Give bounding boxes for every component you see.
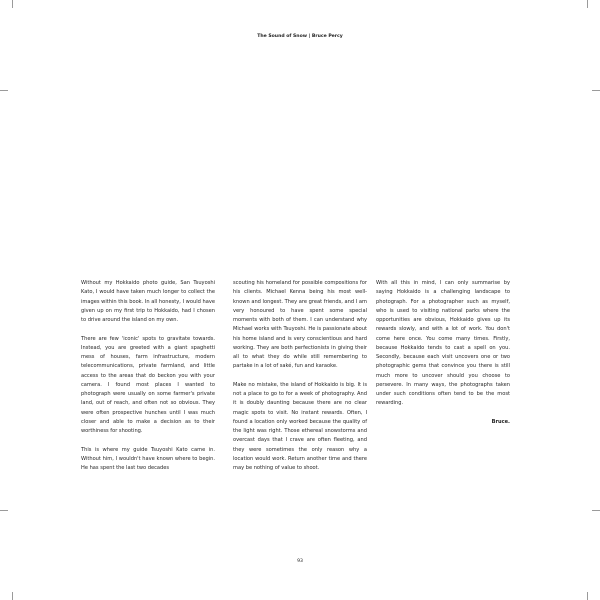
- text-column-2: [233, 279, 367, 483]
- paragraph: With all this in mind, I can only summarise by saying Hokkaido is a challenging landscape to photograph. For a photographer such as myself, who is used to visiting national parks where the opportunities are obvious, Hokkaido gives up its rewards slowly, and with a lot of work. You don't come here once. You come many times. Firstly, because Hokkaido tends to cast a spell on you. Secondly, because each visit uncovers one or two photographic gems that convince you there is still much more to uncover should you choose to persevere. In many ways, the photographs taken under such conditions often tend to be the most rewarding.: [376, 280, 510, 407]
- crop-mark: [0, 90, 8, 91]
- author-signature: Bruce.: [491, 418, 510, 425]
- text-column-3: [376, 279, 510, 427]
- paragraph: There are few 'iconic' spots to gravitate towards. Instead, you are greeted with a giant spaghetti mess of houses, farm infrastructure, modern telecommunications, private farmland, and little access to the areas that do beckon you with your camera. I found most places I wanted to photograph were usually on some farmer's private land, out of reach, and often not so obvious. They were often prospective hunches until I was much closer and able to make a decision as to their worthiness for shooting.: [81, 335, 215, 434]
- crop-mark: [0, 510, 8, 511]
- crop-mark: [12, 592, 13, 600]
- text-column-1: [81, 279, 215, 483]
- paragraph: scouting his homeland for possible compositions for his clients. Michael Kenna being his most well-known and longest. They are great friends, and I am very honoured to have spent some special moments with both of them. I can understand why Michael works with Tsuyoshi. He is passionate about his home island and is very conscientious and hard working. They are both perfectionists in giving their all to what they do while still remembering to partake in a lot of saké, fun and karaoke.: [233, 280, 367, 370]
- paragraph: Make no mistake, the island of Hokkaido is big. It is not a place to go to for a week of photography. And it is doubly daunting because there are no clear magic spots to visit. No instant rewards. Often, I found a location only worked because the quality of the light was right. Those ethereal snowstorms and overcast days that I crave are often fleeting, and they were sometimes the only reason why a location would work. Return another time and there may be nothing of value to shoot.: [233, 381, 367, 471]
- paragraph: This is where my guide Tsuyoshi Kato came in. Without him, I wouldn't have known where to begin. He has spent the last two decades: [81, 446, 215, 471]
- crop-mark: [12, 0, 13, 8]
- crop-mark: [587, 592, 588, 600]
- page-number: 93: [297, 559, 303, 564]
- crop-mark: [587, 0, 588, 8]
- running-header: The Sound of Snow | Bruce Percy: [257, 34, 343, 39]
- crop-mark: [592, 90, 600, 91]
- paragraph: Without my Hokkaido photo guide, San Tsuyoshi Kato, I would have taken much longer to collect the images within this book. In all honesty, I would have given up on my first trip to Hokkaido, had I chosen to drive around the island on my own.: [81, 280, 215, 323]
- crop-mark: [592, 510, 600, 511]
